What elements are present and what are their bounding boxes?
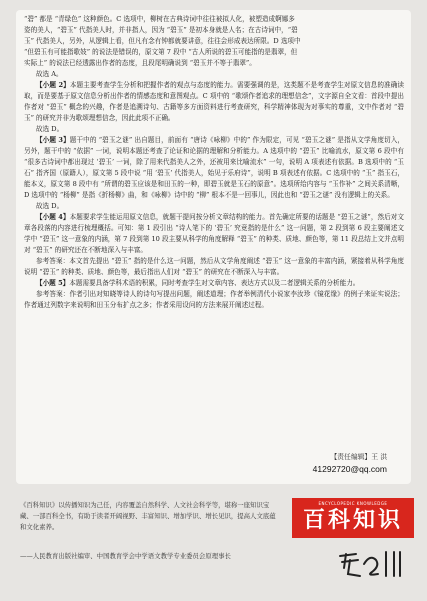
answer-line: 故选 A。 xyxy=(36,70,63,78)
logo-title: 百科知识 xyxy=(302,507,403,533)
lead-line: “碧” 都是 “青绿色” 这种颜色。C 选项中，柳树在古典诗词中往往被拟人化，被塑造成婀娜多 xyxy=(24,15,295,23)
question-label: 【小题 4】 xyxy=(36,213,70,221)
question-2 xyxy=(24,80,404,124)
lead-line: 姿的美人，“碧玉” 代指美人时，并非指人，因为 “碧玉” 是初本身就是人名；在古诗词中，“碧 xyxy=(24,26,298,34)
reference-answer: 参考答案：本文首先提出 “碧玉” 指的是什么这一问题，然后从文学角度阐述 “碧玉” 这一意象的丰富内涵，紧接着从科学角度说明 “碧玉” 的种类、质地、颜色等，最后指出人们对 “碧玉” 的研究在不断深入与丰富。 xyxy=(24,257,404,276)
question-label: 【小题 3】 xyxy=(36,136,70,144)
magazine-logo xyxy=(292,498,414,538)
lead-line: 玉” 代指美人，另外，从逻辑上看，但凡有念有钟都就要讲意，往往会形成表达所限。D 选项中 xyxy=(24,37,301,45)
handwritten-signature xyxy=(336,546,406,582)
answer-line: 故选 D。 xyxy=(36,202,64,210)
question-text: 本题需要具备学科术语的积累，同时考查学生对文章内容、表达方式以及二者逻辑关系的分析能力。 xyxy=(69,279,360,287)
footer-quote: 《百科知识》以传播知识为己任，内容覆盖自然科学、人文社会科学等，堪称一座知识宝藏、一部百科全书，有助于读者开阔视野、丰富知识、增加学识、增长见识，提高人文底蕴和文化素养。 xyxy=(20,501,276,531)
footer-credit: ——人民教育出版社编审、中国教育学会中学语文教学专业委员会原理事长 xyxy=(20,552,231,560)
question-label: 【小题 2】 xyxy=(36,81,70,89)
editor-credit: 【责任编辑】王 洪 xyxy=(330,453,387,461)
lead-line: “但碧玉有可能指歌妓” 的说法是错误的，原文第 7 段中 “古人所说的碧玉可能指的是翡翠，但 xyxy=(24,48,298,56)
question-4 xyxy=(24,212,404,256)
footer-quote-block xyxy=(20,500,280,562)
question-text: 题干中的 “碧玉之谜” 出自题目，前面有 “唐诗《咏柳》中的” 作为限定，可见 “碧玉之谜” 是指从文学角度切入，另外，题干中的 “依据” 一词，说明本题还考查了论证和论据的理解和分析能力。A 选项中的 “碧玉” 比喻流水，原文第 6 段中有 “很多古诗词中都出现过 ‘碧玉’ 一词，除了用来代指美人之外，还被用来比喻流水” 一句，说明 A 项表述有依据。B 选项中的 “玉石” 指齐国（原籍人），原文第 5 段中说 “用 ‘碧玉’ 代指美人，始见于乐府诗”，说明 B 项表述有依据。C 选项中的 “玉” 指玉石，能本义，原文第 8 段中有 “所谓的碧玉应该是和田玉的一种，即碧玉就是玉石的原意”。选项所给内容与 “玉作补” 之间关系清晰，D 选项中的 “杨柳” 是指《折杨柳》曲，和《咏柳》诗中的 “柳” 根本不是一回事儿，因此也和 “碧玉之谜” 没有逻辑上的关系。 xyxy=(24,136,404,199)
reference-answer: 参考答案：作者引出对知晓等诗人的诗句写提出问题，阐述道理；作者举例清代小说家李汝珍《镜花缘》的例子来证实说法；作者通过列数字来说明和田玉分布扩点之多；作者采用设问的方法来展开阐述过程。 xyxy=(24,290,404,309)
question-label: 【小题 5】 xyxy=(36,279,70,287)
logo-subtitle: ENCYCLOPEDIC KNOWLEDGE xyxy=(318,501,388,506)
question-text: 本题主要考查学生分析和把握作者的观点与态度的能力。需要强调的是，这类题不是考查学生对原文信息的准确读取，而是要基于原文信息分析出作者的情感态度和意图观点。C 项中的 “歌颂作者追求的理想信念”，文字源自全文看：首段中提出作者对 “碧玉” 概念的兴趣，作者是追溯诗句、古籍等多方面资料进行考查研究，科学精神体现为对事实的尊重，文中作者对 “碧玉” 的研究并非为歌颂理想信念，因此此项不正确。 xyxy=(24,81,404,122)
question-text: 本题要求学生能运用原文信息，就题干提问按分析文章结构的能力。首先确定所要的话题是 “碧玉之谜”，然后对文章各段落的内容进行梳理概括。可知：第 1 段引出 “诗人笔下的 ‘碧玉’ 究竟指的是什么” 这一问题，第 2 段到第 6 段主要阐述文学中 “碧玉” 这一意象的内涵，第 7 段到第 10 段主要从科学的角度解释 “碧玉” 的种类、质地、颜色等，第 11 段总结上文并点明对 “碧玉” 的研究还在不断地深入与丰富。 xyxy=(24,213,404,254)
question-5 xyxy=(24,278,404,289)
question-3 xyxy=(24,135,404,201)
article-body xyxy=(24,14,404,311)
lead-paragraph xyxy=(24,14,404,69)
answer-line: 故选 D。 xyxy=(36,125,64,133)
contact-email: 41292720@qq.com xyxy=(312,464,387,474)
lead-line: 实际上” 的说法已经透露出作者的态度，且段尾明确说到 “碧玉并不等于翡翠”。 xyxy=(24,59,256,67)
